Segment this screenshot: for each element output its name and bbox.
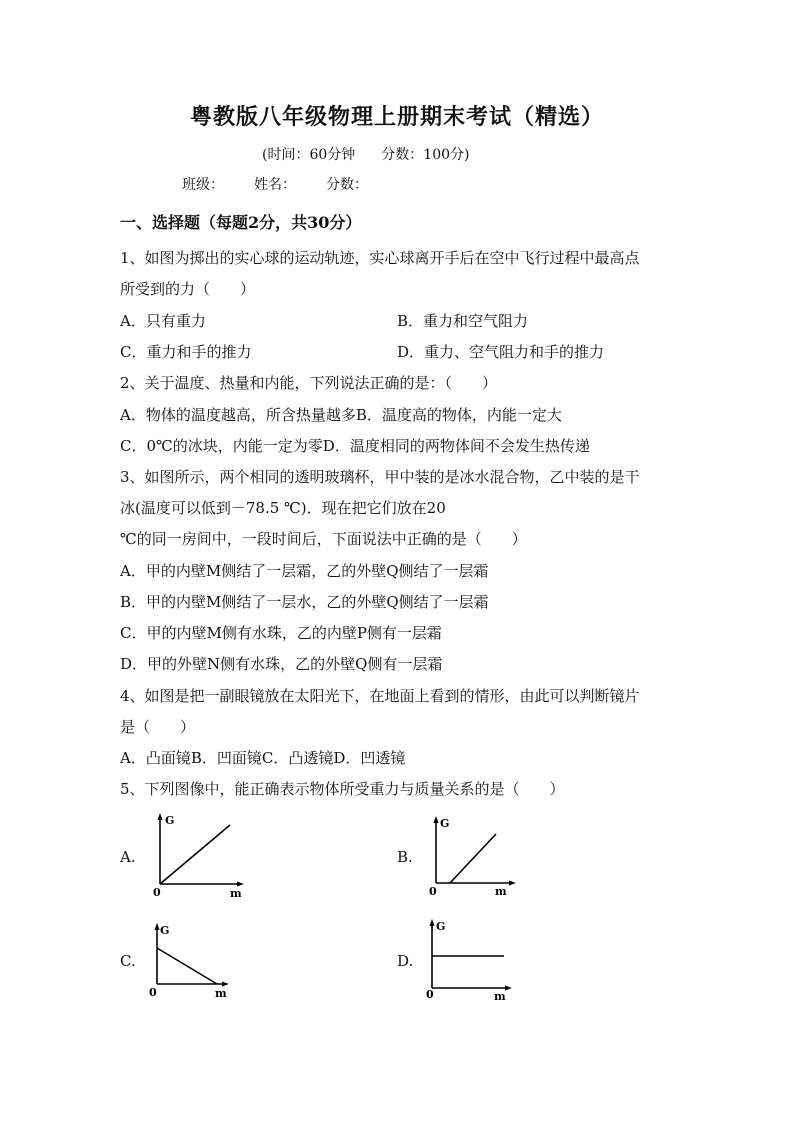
total-score: 分数：100分) (381, 147, 470, 163)
q5-option-c-label: C. (120, 952, 136, 970)
section-heading: 一、选择题（每题2分，共30分） (120, 213, 362, 232)
q4-stem-line2: 是（ ） (120, 718, 196, 736)
graph-b-y-arrow (434, 816, 439, 823)
graph-c-y-label: G (160, 924, 170, 937)
q1-option-c: C．重力和手的推力 (120, 343, 252, 361)
exam-meta (262, 144, 495, 164)
q5-option-a-label: A. (120, 848, 136, 866)
class-label: 班级： (182, 177, 224, 193)
graph-d-origin-label: 0 (426, 988, 434, 1001)
q2-stem: 2、关于温度、热量和内能，下列说法正确的是：（ ） (120, 374, 498, 392)
graph-a-y-label: G (165, 814, 175, 827)
graph-a (148, 812, 248, 898)
graph-c-line (157, 948, 217, 984)
q1-option-b: B．重力和空气阻力 (397, 312, 529, 330)
page-title: 粤教版八年级物理上册期末考试（精选） (189, 104, 604, 130)
q5-option-b-label: B. (397, 848, 413, 866)
q3-stem-line1: 3、如图所示，两个相同的透明玻璃杯，甲中装的是冰水混合物，乙中装的是干 (120, 468, 640, 486)
graph-d-y-label: G (436, 920, 446, 933)
q1-option-d: D．重力、空气阻力和手的推力 (397, 343, 605, 361)
q5-option-d-label: D. (397, 952, 414, 970)
q4-stem-line1: 4、如图是把一副眼镜放在太阳光下，在地面上看到的情形，由此可以判断镜片 (120, 687, 640, 705)
graph-a-line (160, 825, 230, 884)
graph-b-x-label: m (495, 885, 507, 898)
name-label: 姓名： (254, 177, 296, 193)
graph-a-origin-label: 0 (153, 886, 161, 899)
q3-option-a: A．甲的内壁M侧结了一层霜，乙的外壁Q侧结了一层霜 (120, 562, 489, 580)
student-info (182, 174, 398, 194)
graph-d-y-arrow (430, 919, 435, 926)
q3-stem-line2: 冰(温度可以低到－78.5 ℃)．现在把它们放在20 (120, 499, 446, 517)
graph-c (145, 922, 245, 1004)
graph-d-x-label: m (494, 990, 506, 1003)
q5-stem: 5、下列图像中，能正确表示物体所受重力与质量关系的是（ ） (120, 780, 565, 798)
time-limit: (时间：60分钟 (262, 147, 356, 163)
graph-b-y-label: G (440, 817, 450, 830)
score-label: 分数： (326, 177, 368, 193)
q1-option-a: A．只有重力 (120, 312, 206, 330)
graph-b-line (450, 834, 496, 883)
q1-stem-line1: 1、如图为掷出的实心球的运动轨迹，实心球离开手后在空中飞行过程中最高点 (120, 249, 640, 267)
graph-d-x-arrow (505, 986, 512, 991)
graph-c-y-arrow (155, 923, 160, 930)
graph-d (420, 918, 520, 1004)
graph-b (424, 815, 524, 897)
graph-a-x-label: m (230, 887, 242, 900)
q3-stem-line3: ℃的同一房间中，一段时间后，下面说法中正确的是（ ） (120, 530, 527, 548)
q1-stem-line2: 所受到的力（ ） (120, 280, 256, 298)
q3-option-d: D．甲的外壁N侧有水珠，乙的外壁Q侧有一层霜 (120, 655, 443, 673)
q4-options: A．凸面镜B．凹面镜C．凸透镜D．凹透镜 (120, 749, 406, 767)
graph-a-y-arrow (158, 813, 163, 820)
graph-c-x-arrow (222, 982, 229, 987)
graph-c-x-label: m (215, 987, 227, 1000)
q2-options-ab: A．物体的温度越高，所含热量越多B．温度高的物体，内能一定大 (120, 406, 562, 424)
q3-option-b: B．甲的内壁M侧结了一层水，乙的外壁Q侧结了一层霜 (120, 593, 489, 611)
q3-option-c: C．甲的内壁M侧有水珠，乙的内壁P侧有一层霜 (120, 624, 442, 642)
graph-b-x-arrow (509, 881, 516, 886)
graph-c-origin-label: 0 (149, 986, 157, 999)
graph-b-origin-label: 0 (429, 885, 437, 898)
graph-a-x-arrow (237, 882, 244, 887)
q2-options-cd: C．0℃的冰块，内能一定为零D．温度相同的两物体间不会发生热传递 (120, 437, 590, 455)
